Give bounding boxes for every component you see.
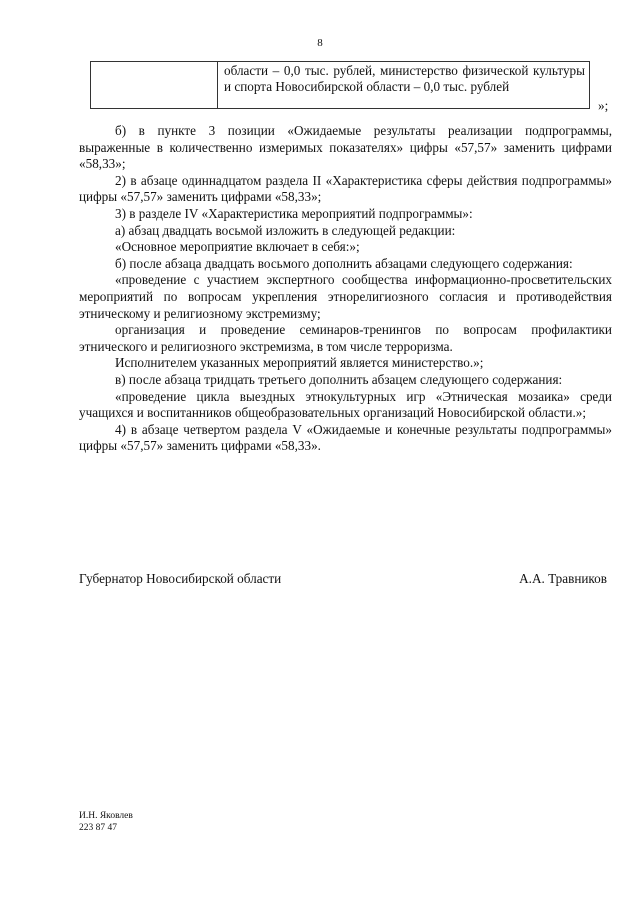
- table-row: [91, 62, 590, 109]
- page-number: 8: [317, 37, 323, 49]
- continuation-table-wrap: [90, 61, 612, 111]
- paragraph: в) после абзаца тридцать третьего дополнить абзацем следующего содержания:: [115, 371, 563, 387]
- paragraph: «проведение цикла выездных этнокультурных игр «Этническая мозаика» среди учащихся и воспитанников общеобразовательных организаций Новосибирской области.»;: [79, 388, 612, 421]
- paragraph: Исполнителем указанных мероприятий является министерство.»;: [115, 355, 484, 371]
- paragraph: а) абзац двадцать восьмой изложить в следующей редакции:: [115, 222, 456, 238]
- table-cell-text: области – 0,0 тыс. рублей, министерство физической культуры и спорта Новосибирской области – 0,0 тыс. рублей: [218, 62, 590, 109]
- signatory-position: Губернатор Новосибирской области: [79, 571, 282, 586]
- executor-phone: 223 87 47: [79, 823, 117, 833]
- document-body: [79, 123, 612, 455]
- paragraph: б) в пункте 3 позиции «Ожидаемые результаты реализации подпрограммы, выраженные в количественно измеримых показателях» цифры «57,57» заменить цифрами «58,33»;: [79, 123, 612, 172]
- continuation-table: [90, 61, 590, 109]
- paragraph: б) после абзаца двадцать восьмого дополнить абзацами следующего содержания:: [115, 255, 573, 271]
- executor-block: [79, 810, 133, 834]
- paragraph: организация и проведение семинаров-тренингов по вопросам профилактики этнического и религиозного экстремизма, в том числе терроризма.: [79, 322, 612, 354]
- paragraph: «проведение с участием экспертного сообщества информационно-просветительских мероприятий по вопросам укрепления этнорелигиозного согласия и противодействия этническому и религиозному экстремизму;: [79, 272, 612, 321]
- paragraph: 2) в абзаце одиннадцатом раздела II «Характеристика сферы действия подпрограммы» цифры «57,57» заменить цифрами «58,33»;: [79, 172, 612, 205]
- signature-block: [79, 571, 607, 587]
- table-closing-quote: »;: [598, 98, 609, 113]
- signatory-name: А.А. Травников: [519, 571, 607, 586]
- paragraph: 3) в разделе IV «Характеристика мероприятий подпрограммы»:: [115, 205, 473, 221]
- executor-name: И.Н. Яковлев: [79, 811, 133, 821]
- paragraph: 4) в абзаце четвертом раздела V «Ожидаемые и конечные результаты подпрограммы» цифры «57,57» заменить цифрами «58,33».: [79, 421, 612, 454]
- table-cell-empty: [91, 62, 218, 109]
- paragraph: «Основное мероприятие включает в себя:»;: [115, 239, 360, 255]
